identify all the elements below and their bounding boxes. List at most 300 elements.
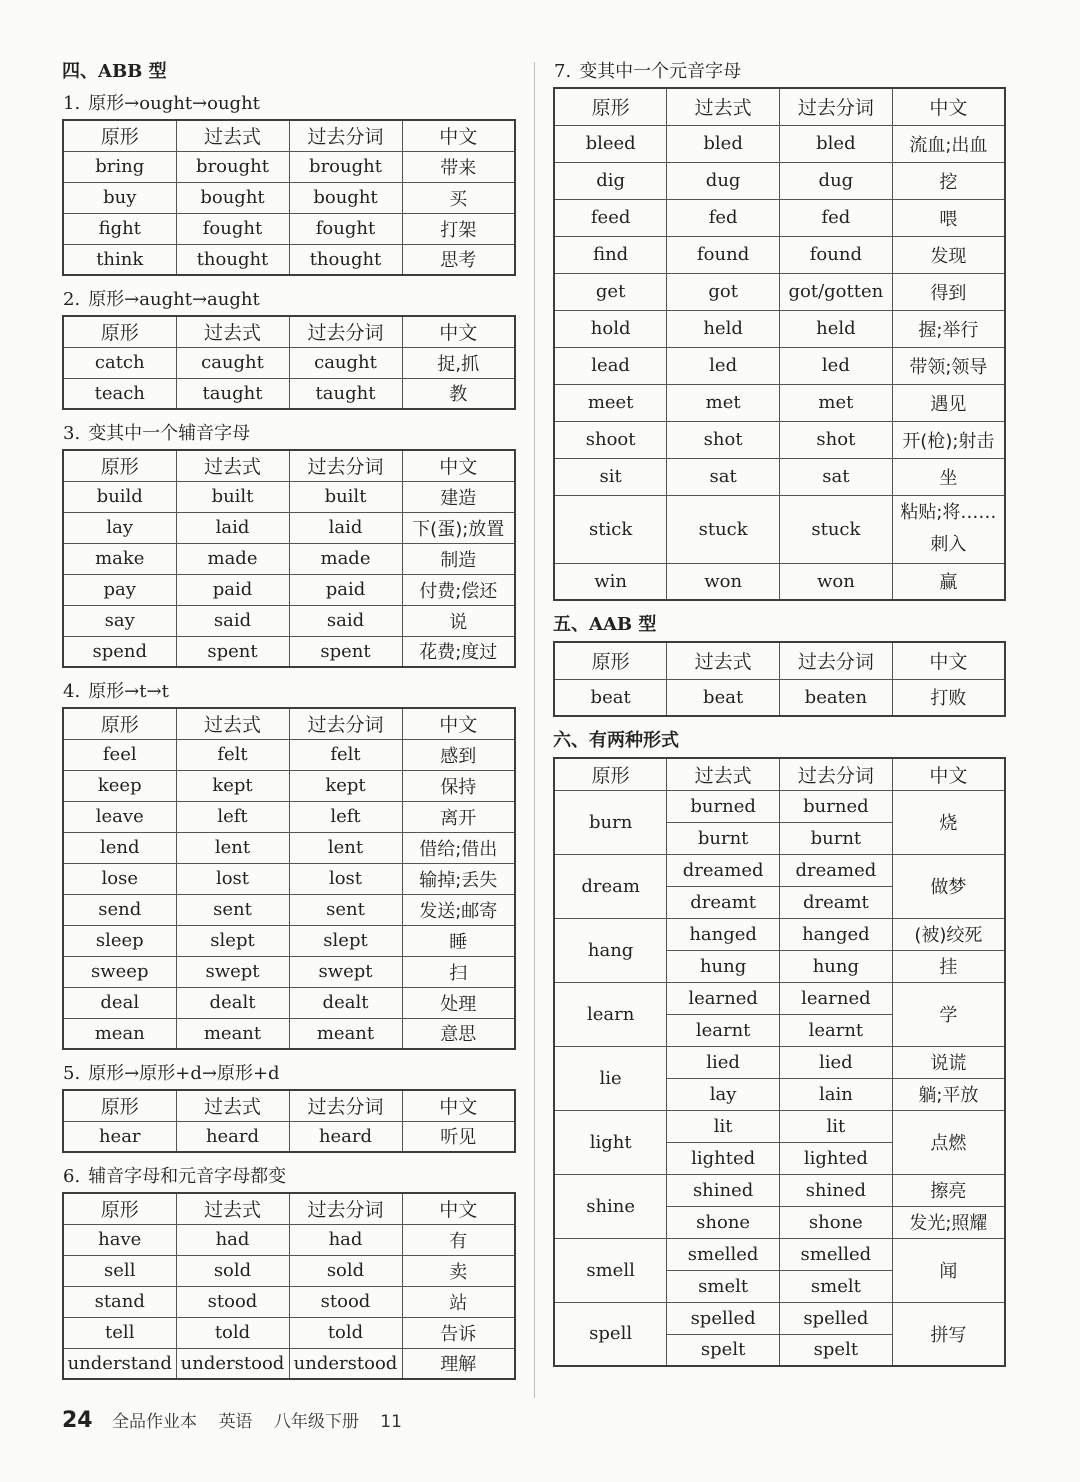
table-row (554, 273, 1005, 310)
column-header: 原形 (554, 758, 667, 790)
table-row (554, 982, 1005, 1014)
participle-cell: shined (780, 1174, 893, 1206)
participle-cell: learned (780, 982, 893, 1014)
subsection-number: 1. (63, 93, 81, 114)
meaning-cell: 挖 (892, 162, 1005, 199)
table-row (63, 739, 515, 770)
verb-cell: keep (63, 770, 176, 801)
subsection-number: 2. (63, 289, 81, 310)
column-header: 中文 (402, 316, 515, 347)
table-row (554, 1046, 1005, 1078)
meaning-cell: 睡 (402, 925, 515, 956)
base-form-cell: dream (554, 854, 667, 918)
verb-cell: got/gotten (780, 273, 893, 310)
verb-cell: hold (554, 310, 667, 347)
column-header: 过去分词 (289, 316, 402, 347)
table-row (554, 495, 1005, 563)
subsection-title (62, 1058, 516, 1089)
column-header: 原形 (63, 1090, 176, 1121)
verb-cell: stood (176, 1286, 289, 1317)
column-header: 过去式 (176, 316, 289, 347)
meaning-cell: 有 (402, 1224, 515, 1255)
verb-cell: lost (289, 863, 402, 894)
meaning-cell: 粘贴;将……刺入 (892, 495, 1005, 563)
participle-cell: lied (780, 1046, 893, 1078)
subsection-title (62, 676, 516, 707)
column-header: 中文 (892, 88, 1005, 125)
verb-cell: paid (289, 574, 402, 605)
verb-cell: sweep (63, 956, 176, 987)
section-5-title: 五、AAB 型 (553, 614, 657, 635)
subsection-title (62, 88, 516, 119)
column-header: 过去分词 (289, 708, 402, 739)
column-header: 过去分词 (780, 642, 893, 679)
two-forms-table-wrap (553, 757, 1006, 1367)
participle-cell: lain (780, 1078, 893, 1110)
verb-cell: stick (554, 495, 667, 563)
column-header: 过去式 (176, 1090, 289, 1121)
subsection-text: 原形→t→t (88, 681, 169, 702)
verb-cell: have (63, 1224, 176, 1255)
table-row (63, 244, 515, 275)
past-cell: lighted (667, 1142, 780, 1174)
table-row (554, 347, 1005, 384)
subsection-number: 3. (63, 423, 81, 444)
left-sections (62, 88, 516, 1380)
header-row (63, 120, 515, 151)
verb-cell: meant (289, 1018, 402, 1049)
table-row (554, 563, 1005, 600)
past-cell: spelled (667, 1302, 780, 1334)
past-cell: hanged (667, 918, 780, 950)
column-header: 过去式 (667, 88, 780, 125)
verb-cell: caught (289, 347, 402, 378)
table-row (63, 925, 515, 956)
meaning-cell: 下(蛋);放置 (402, 512, 515, 543)
meaning-cell: 坐 (892, 458, 1005, 495)
past-cell: spelt (667, 1334, 780, 1366)
verb-cell: laid (289, 512, 402, 543)
base-form-cell: burn (554, 790, 667, 854)
subsection-text: 变其中一个元音字母 (579, 61, 742, 82)
verb-cell: built (176, 481, 289, 512)
verb-cell: bring (63, 151, 176, 182)
column-header: 原形 (63, 120, 176, 151)
meaning-cell: 感到 (402, 739, 515, 770)
verb-table-s2 (62, 315, 516, 410)
participle-cell: smelt (780, 1270, 893, 1302)
meaning-cell: 挂 (892, 950, 1005, 982)
verb-cell: sat (780, 458, 893, 495)
right-column (553, 56, 1006, 1375)
verb-cell: stuck (780, 495, 893, 563)
verb-cell: understood (176, 1348, 289, 1379)
table-row (63, 151, 515, 182)
verb-cell: get (554, 273, 667, 310)
verb-cell: fed (780, 199, 893, 236)
column-header: 原形 (63, 1193, 176, 1224)
base-form-cell: hang (554, 918, 667, 982)
column-header: 过去分词 (289, 1193, 402, 1224)
column-header: 过去式 (667, 642, 780, 679)
participle-cell: dreamed (780, 854, 893, 886)
verb-cell: dealt (176, 987, 289, 1018)
verb-cell: beat (554, 679, 667, 716)
table-row (63, 574, 515, 605)
verb-cell: felt (176, 739, 289, 770)
table-row (554, 384, 1005, 421)
past-cell: burned (667, 790, 780, 822)
column-header: 过去式 (176, 450, 289, 481)
verb-cell: told (176, 1317, 289, 1348)
verb-table-s5 (62, 1089, 516, 1153)
verb-cell: sold (289, 1255, 402, 1286)
meaning-cell: 烧 (892, 790, 1005, 854)
past-cell: lied (667, 1046, 780, 1078)
verb-cell: lent (289, 832, 402, 863)
verb-cell: sold (176, 1255, 289, 1286)
verb-table-s4 (62, 707, 516, 1050)
meaning-cell: 做梦 (892, 854, 1005, 918)
header-row (63, 1193, 515, 1224)
table-row (554, 162, 1005, 199)
meaning-cell: 教 (402, 378, 515, 409)
verb-cell: slept (176, 925, 289, 956)
meaning-cell: 离开 (402, 801, 515, 832)
verb-cell: thought (289, 244, 402, 275)
table-row (554, 679, 1005, 716)
column-divider (534, 62, 535, 1398)
verb-cell: sleep (63, 925, 176, 956)
verb-cell: taught (176, 378, 289, 409)
footer-num: 11 (380, 1412, 402, 1432)
verb-cell: made (176, 543, 289, 574)
verb-cell: catch (63, 347, 176, 378)
table-row (554, 1174, 1005, 1206)
header-row (554, 88, 1005, 125)
meaning-cell: 流血;出血 (892, 125, 1005, 162)
verb-cell: shot (780, 421, 893, 458)
meaning-cell: 发现 (892, 236, 1005, 273)
past-cell: smelt (667, 1270, 780, 1302)
subsection-number: 4. (63, 681, 81, 702)
verb-cell: beaten (780, 679, 893, 716)
table-row (554, 199, 1005, 236)
meaning-cell: 卖 (402, 1255, 515, 1286)
verb-cell: left (289, 801, 402, 832)
table-row (63, 636, 515, 667)
column-header: 中文 (892, 758, 1005, 790)
column-header: 原形 (554, 642, 667, 679)
verb-cell: lead (554, 347, 667, 384)
meaning-cell: 输掉;丢失 (402, 863, 515, 894)
base-form-cell: smell (554, 1238, 667, 1302)
table-row (63, 770, 515, 801)
column-header: 过去分词 (289, 1090, 402, 1121)
verb-cell: paid (176, 574, 289, 605)
table-row (554, 790, 1005, 822)
verb-cell: spent (289, 636, 402, 667)
header-row (63, 1090, 515, 1121)
table-row (63, 347, 515, 378)
column-header: 原形 (554, 88, 667, 125)
verb-cell: fought (289, 213, 402, 244)
meaning-cell: 思考 (402, 244, 515, 275)
base-form-cell: lie (554, 1046, 667, 1110)
table-row (554, 236, 1005, 273)
table-row (63, 1317, 515, 1348)
verb-cell: had (289, 1224, 402, 1255)
verb-cell: sell (63, 1255, 176, 1286)
column-header: 中文 (402, 120, 515, 151)
subsection-number: 6. (63, 1166, 81, 1187)
page-footer (62, 1404, 418, 1438)
verb-cell: sat (667, 458, 780, 495)
column-header: 中文 (402, 1193, 515, 1224)
header-row (554, 758, 1005, 790)
meaning-cell: 学 (892, 982, 1005, 1046)
verb-cell: bought (289, 182, 402, 213)
verb-cell: led (667, 347, 780, 384)
section-7 (553, 56, 1006, 601)
past-cell: burnt (667, 822, 780, 854)
verb-cell: feel (63, 739, 176, 770)
participle-cell: burnt (780, 822, 893, 854)
verb-cell: fed (667, 199, 780, 236)
subsection-title (553, 56, 1006, 87)
table-row (554, 854, 1005, 886)
verb-cell: held (667, 310, 780, 347)
aab-table-wrap (553, 641, 1006, 717)
verb-cell: held (780, 310, 893, 347)
subject: 英语 (218, 1412, 253, 1432)
meaning-cell: 站 (402, 1286, 515, 1317)
meaning-cell: 理解 (402, 1348, 515, 1379)
verb-cell: lent (176, 832, 289, 863)
table-row (63, 894, 515, 925)
participle-cell: learnt (780, 1014, 893, 1046)
table-row (63, 1255, 515, 1286)
verb-cell: understand (63, 1348, 176, 1379)
verb-cell: buy (63, 182, 176, 213)
meaning-cell: 躺;平放 (892, 1078, 1005, 1110)
table-row (554, 310, 1005, 347)
meaning-cell: 打架 (402, 213, 515, 244)
meaning-cell: 拼写 (892, 1302, 1005, 1366)
verb-cell: heard (289, 1121, 402, 1152)
column-header: 中文 (892, 642, 1005, 679)
table-row (554, 1238, 1005, 1270)
verb-cell: laid (176, 512, 289, 543)
column-header: 过去式 (176, 708, 289, 739)
meaning-cell: 听见 (402, 1121, 515, 1152)
table-row (63, 801, 515, 832)
verb-cell: send (63, 894, 176, 925)
verb-cell: spend (63, 636, 176, 667)
verb-cell: taught (289, 378, 402, 409)
subsection-number: 5. (63, 1063, 81, 1084)
verb-cell: had (176, 1224, 289, 1255)
verb-cell: said (176, 605, 289, 636)
column-header: 过去分词 (289, 450, 402, 481)
verb-cell: pay (63, 574, 176, 605)
subsection-text: 原形→原形+d→原形+d (88, 1063, 280, 1084)
base-form-cell: spell (554, 1302, 667, 1366)
verb-cell: understood (289, 1348, 402, 1379)
meaning-cell: 借给;借出 (402, 832, 515, 863)
verb-cell: won (780, 563, 893, 600)
verb-cell: bought (176, 182, 289, 213)
verb-cell: mean (63, 1018, 176, 1049)
verb-cell: lost (176, 863, 289, 894)
meaning-cell: 握;举行 (892, 310, 1005, 347)
column-header: 中文 (402, 450, 515, 481)
meaning-cell: 说 (402, 605, 515, 636)
table-row (63, 987, 515, 1018)
past-cell: learnt (667, 1014, 780, 1046)
column-header: 过去式 (667, 758, 780, 790)
table-row (554, 458, 1005, 495)
verb-cell: hear (63, 1121, 176, 1152)
verb-cell: lend (63, 832, 176, 863)
verb-cell: spent (176, 636, 289, 667)
verb-cell: felt (289, 739, 402, 770)
meaning-cell: 开(枪);射击 (892, 421, 1005, 458)
verb-cell: fight (63, 213, 176, 244)
table-row (63, 1018, 515, 1049)
participle-cell: shone (780, 1206, 893, 1238)
table-row (63, 1286, 515, 1317)
aab-table (553, 641, 1006, 717)
table-row (63, 512, 515, 543)
subsection-title (62, 284, 516, 315)
column-header: 过去式 (176, 120, 289, 151)
table-row (63, 1121, 515, 1152)
verb-cell: stand (63, 1286, 176, 1317)
header-row (554, 642, 1005, 679)
table-row (63, 182, 515, 213)
verb-cell: bled (667, 125, 780, 162)
verb-table-s6 (62, 1192, 516, 1380)
verb-cell: teach (63, 378, 176, 409)
column-header: 过去分词 (780, 758, 893, 790)
header-row (63, 708, 515, 739)
past-cell: hung (667, 950, 780, 982)
verb-cell: win (554, 563, 667, 600)
meaning-cell: 处理 (402, 987, 515, 1018)
meaning-cell: 花费;度过 (402, 636, 515, 667)
meaning-cell: 闻 (892, 1238, 1005, 1302)
table-row (554, 1110, 1005, 1142)
verb-cell: dug (667, 162, 780, 199)
verb-cell: said (289, 605, 402, 636)
left-column (62, 56, 516, 1388)
verb-cell: kept (176, 770, 289, 801)
participle-cell: burned (780, 790, 893, 822)
subsection-text: 变其中一个辅音字母 (88, 423, 251, 444)
past-cell: shined (667, 1174, 780, 1206)
verb-cell: met (780, 384, 893, 421)
subsection-number: 7. (554, 61, 572, 82)
table-row (63, 378, 515, 409)
grade: 八年级下册 (273, 1412, 359, 1432)
meaning-cell: 发送;邮寄 (402, 894, 515, 925)
meaning-cell: 遇见 (892, 384, 1005, 421)
participle-cell: lit (780, 1110, 893, 1142)
past-cell: lit (667, 1110, 780, 1142)
column-header: 中文 (402, 708, 515, 739)
meaning-cell: 发光;照耀 (892, 1206, 1005, 1238)
section-4-title: 四、ABB 型 (62, 61, 167, 82)
past-cell: shone (667, 1206, 780, 1238)
verb-cell: find (554, 236, 667, 273)
verb-cell: sit (554, 458, 667, 495)
base-form-cell: shine (554, 1174, 667, 1238)
meaning-cell: 点燃 (892, 1110, 1005, 1174)
past-cell: dreamt (667, 886, 780, 918)
past-cell: smelled (667, 1238, 780, 1270)
verb-cell: think (63, 244, 176, 275)
column-header: 原形 (63, 316, 176, 347)
verb-cell: told (289, 1317, 402, 1348)
column-header: 中文 (402, 1090, 515, 1121)
verb-cell: bled (780, 125, 893, 162)
meaning-cell: 保持 (402, 770, 515, 801)
table-row (554, 125, 1005, 162)
verb-cell: deal (63, 987, 176, 1018)
verb-cell: won (667, 563, 780, 600)
verb-cell: make (63, 543, 176, 574)
verb-cell: slept (289, 925, 402, 956)
header-row (63, 450, 515, 481)
verb-cell: met (667, 384, 780, 421)
table-row (63, 1348, 515, 1379)
table-row (554, 421, 1005, 458)
meaning-cell: 带来 (402, 151, 515, 182)
verb-cell: swept (289, 956, 402, 987)
subsection-text: 原形→aught→aught (88, 289, 260, 310)
verb-cell: swept (176, 956, 289, 987)
verb-cell: shot (667, 421, 780, 458)
participle-cell: smelled (780, 1238, 893, 1270)
meaning-cell: 买 (402, 182, 515, 213)
table-row (63, 832, 515, 863)
meaning-cell: 带领;领导 (892, 347, 1005, 384)
two-forms-table (553, 757, 1006, 1367)
subsection-title (62, 1161, 516, 1192)
past-cell: dreamed (667, 854, 780, 886)
meaning-cell: 建造 (402, 481, 515, 512)
participle-cell: hanged (780, 918, 893, 950)
column-header: 过去分词 (289, 120, 402, 151)
meaning-cell: 擦亮 (892, 1174, 1005, 1206)
participle-cell: hung (780, 950, 893, 982)
verb-cell: caught (176, 347, 289, 378)
subsection-title (62, 418, 516, 449)
verb-cell: meant (176, 1018, 289, 1049)
verb-cell: fought (176, 213, 289, 244)
verb-table-s3 (62, 449, 516, 668)
header-row (63, 316, 515, 347)
verb-cell: tell (63, 1317, 176, 1348)
verb-cell: sent (289, 894, 402, 925)
meaning-cell: (被)绞死 (892, 918, 1005, 950)
verb-cell: built (289, 481, 402, 512)
table-row (63, 605, 515, 636)
verb-cell: brought (289, 151, 402, 182)
verb-cell: build (63, 481, 176, 512)
meaning-cell: 捉,抓 (402, 347, 515, 378)
